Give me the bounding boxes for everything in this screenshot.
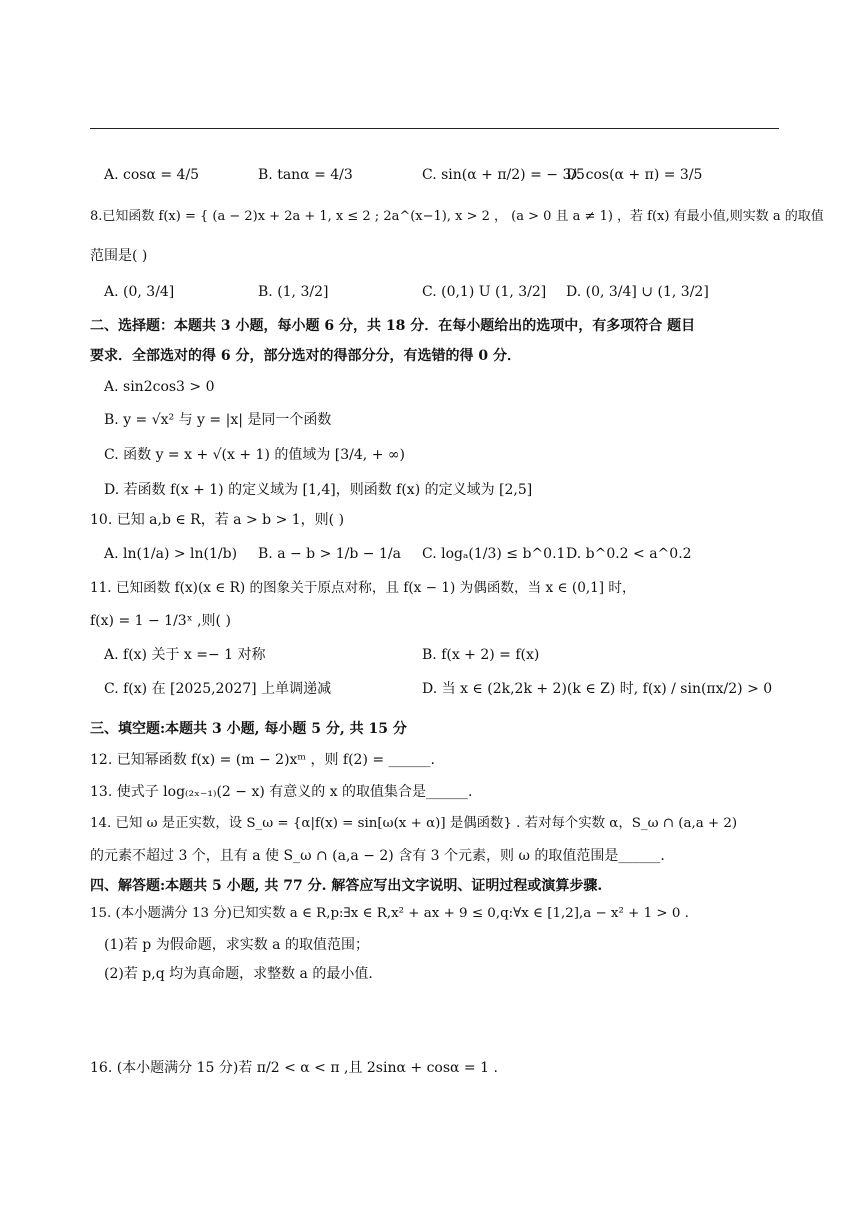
q8-option-c: C. (0,1) U (1, 3/2] bbox=[422, 284, 547, 300]
q8-option-d: D. (0, 3/4] ∪ (1, 3/2] bbox=[566, 284, 709, 300]
q12: 12. 已知幂函数 f(x) = (m − 2)xᵐ ，则 f(2) = ______. bbox=[90, 752, 436, 768]
q7-option-c: C. sin(α + π/2) = − 3/5 bbox=[422, 167, 585, 183]
section-3-heading: 三、填空题:本题共 3 小题, 每小题 5 分, 共 15 分 bbox=[90, 721, 407, 737]
q11-option-c: C. f(x) 在 [2025,2027] 上单调递减 bbox=[104, 681, 332, 697]
q7-option-d: D. cos(α + π) = 3/5 bbox=[566, 167, 703, 183]
q10-option-c: C. logₐ(1/3) ≤ b^0.1 bbox=[422, 546, 566, 562]
q16-stem: 16. (本小题满分 15 分)若 π/2 < α < π ,且 2sinα + cosα = 1 . bbox=[90, 1060, 498, 1076]
q15-part-2: (2)若 p,q 均为真命题，求整数 a 的最小值. bbox=[104, 966, 373, 982]
q9-option-d: D. 若函数 f(x + 1) 的定义域为 [1,4]，则函数 f(x) 的定义域为 [2,5] bbox=[104, 482, 533, 498]
q9-option-c: C. 函数 y = x + √(x + 1) 的值域为 [3/4, + ∞) bbox=[104, 447, 406, 463]
q11-stem-1: 11. 已知函数 f(x)(x ∈ R) 的图象关于原点对称，且 f(x − 1) 为偶函数，当 x ∈ (0,1] 时， bbox=[90, 580, 636, 596]
q14-line-1: 14. 已知 ω 是正实数，设 S_ω = {α|f(x) = sin[ω(x + α)] 是偶函数} . 若对每个实数 α，S_ω ∩ (a,a + 2) bbox=[90, 816, 738, 831]
q9-option-b: B. y = √x² 与 y = |x| 是同一个函数 bbox=[104, 412, 332, 428]
q8-stem: 8.已知函数 f(x) = { (a − 2)x + 2a + 1, x ≤ 2 ; 2a^(x−1), x > 2 ， (a > 0 且 a ≠ 1) ，若 f(x) 有最小值,则实数 a 的取值 bbox=[90, 209, 824, 224]
q11-option-d: D. 当 x ∈ (2k,2k + 2)(k ∈ Z) 时, f(x) / sin(πx/2) > 0 bbox=[422, 681, 773, 697]
q10-stem: 10. 已知 a,b ∈ R，若 a > b > 1，则( ) bbox=[90, 512, 345, 528]
q11-stem-2: f(x) = 1 − 1/3ˣ ,则( ) bbox=[90, 613, 231, 629]
q15-stem: 15. (本小题满分 13 分)已知实数 a ∈ R,p:∃x ∈ R,x² + ax + 9 ≤ 0,q:∀x ∈ [1,2],a − x² + 1 > 0 . bbox=[90, 906, 689, 921]
q11-option-b: B. f(x + 2) = f(x) bbox=[422, 647, 540, 663]
q7-option-a: A. cosα = 4/5 bbox=[104, 167, 200, 183]
section-2-line-2: 要求．全部选对的得 6 分，部分选对的得部分分，有选错的得 0 分． bbox=[90, 348, 521, 364]
q10-option-b: B. a − b > 1/b − 1/a bbox=[258, 546, 401, 562]
q8-option-b: B. (1, 3/2] bbox=[258, 284, 329, 300]
q7-option-b: B. tanα = 4/3 bbox=[258, 167, 353, 183]
q10-option-a: A. ln(1/a) > ln(1/b) bbox=[104, 546, 238, 562]
q15-part-1: (1)若 p 为假命题，求实数 a 的取值范围； bbox=[104, 937, 369, 953]
q13: 13. 使式子 log₍₂ₓ₋₁₎(2 − x) 有意义的 x 的取值集合是______. bbox=[90, 784, 473, 800]
section-4-heading: 四、解答题:本题共 5 小题, 共 77 分. 解答应写出文字说明、证明过程或演算步骤. bbox=[90, 878, 603, 894]
q8-option-a: A. (0, 3/4] bbox=[104, 284, 175, 300]
q11-option-a: A. f(x) 关于 x =− 1 对称 bbox=[104, 647, 266, 663]
section-2-line-1: 二、选择题：本题共 3 小题，每小题 6 分，共 18 分．在每小题给出的选项中，有多项符合 题目 bbox=[90, 318, 696, 334]
q14-line-2: 的元素不超过 3 个，且有 a 使 S_ω ∩ (a,a − 2) 含有 3 个元素，则 ω 的取值范围是______. bbox=[90, 848, 665, 864]
q10-option-d: D. b^0.2 < a^0.2 bbox=[566, 546, 692, 562]
header-rule bbox=[90, 128, 779, 129]
q9-option-a: A. sin2cos3 > 0 bbox=[104, 379, 215, 395]
q8-stem-2: 范围是( ) bbox=[90, 248, 148, 264]
